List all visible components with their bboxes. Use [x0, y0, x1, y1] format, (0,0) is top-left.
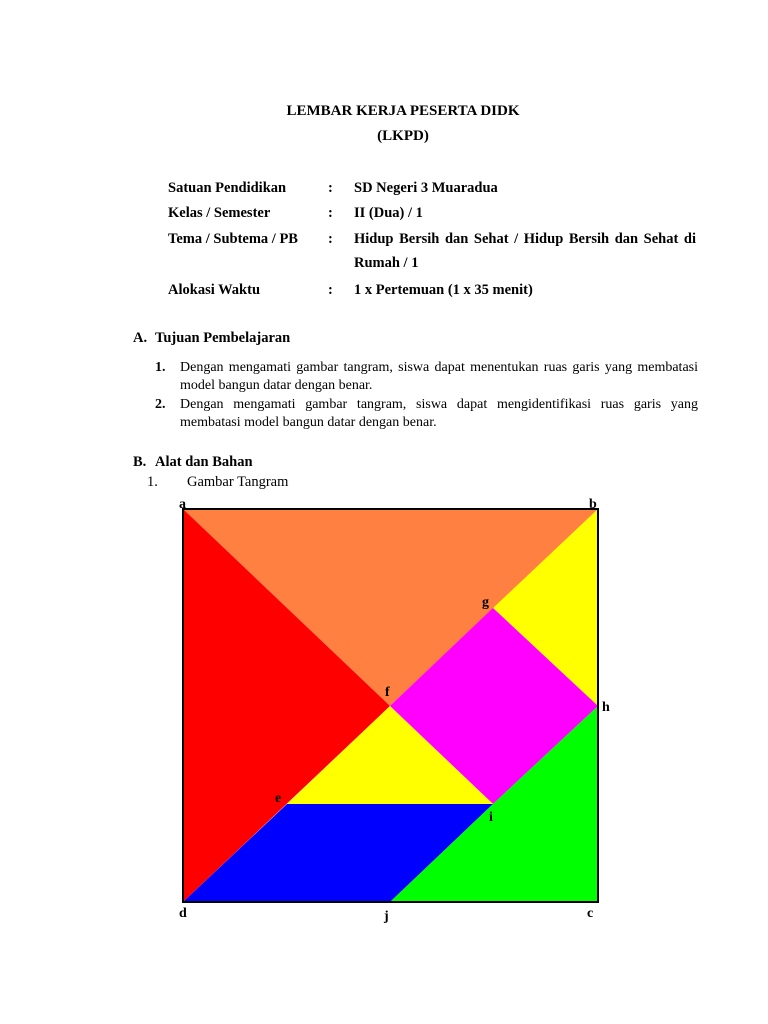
point-label-i: i: [489, 810, 493, 825]
point-label-c: c: [587, 906, 594, 921]
identity-colon: :: [328, 282, 333, 298]
identity-value: SD Negeri 3 Muaradua: [354, 180, 498, 196]
point-label-a: a: [179, 497, 186, 512]
point-label-e: e: [275, 791, 282, 806]
material-text: Gambar Tangram: [187, 474, 289, 490]
identity-value: 1 x Pertemuan (1 x 35 menit): [354, 282, 533, 298]
identity-label: Tema / Subtema / PB: [168, 231, 298, 247]
section-title: Alat dan Bahan: [155, 454, 253, 470]
objective-text: Dengan mengamati gambar tangram, siswa dapat mengidentifikasi ruas garis yang membatasi model bangun datar dengan benar.: [180, 397, 698, 430]
identity-colon: :: [328, 205, 333, 221]
section-letter: B.: [133, 454, 147, 470]
material-number: 1.: [147, 474, 158, 490]
identity-value: Hidup Bersih dan Sehat / Hidup Bersih dan Sehat di Rumah / 1: [354, 231, 696, 271]
point-label-f: f: [385, 685, 390, 700]
point-label-j: j: [384, 909, 389, 924]
objective-text: Dengan mengamati gambar tangram, siswa dapat menentukan ruas garis yang membatasi model bangun datar dengan benar.: [180, 360, 698, 393]
objective-number: 2.: [155, 397, 166, 412]
identity-label: Satuan Pendidikan: [168, 180, 287, 196]
worksheet-subtitle: (LKPD): [377, 128, 429, 144]
identity-value: II (Dua) / 1: [354, 205, 423, 221]
objective-number: 1.: [155, 360, 166, 375]
identity-colon: :: [328, 180, 333, 196]
identity-label: Alokasi Waktu: [168, 282, 261, 298]
identity-colon: :: [328, 231, 333, 247]
point-label-b: b: [589, 497, 597, 512]
identity-label: Kelas / Semester: [168, 205, 271, 221]
point-label-g: g: [482, 595, 489, 610]
point-label-d: d: [179, 906, 187, 921]
worksheet-title: LEMBAR KERJA PESERTA DIDK: [286, 103, 520, 119]
section-letter: A.: [133, 330, 148, 346]
point-label-h: h: [602, 700, 610, 715]
section-title: Tujuan Pembelajaran: [155, 330, 291, 346]
